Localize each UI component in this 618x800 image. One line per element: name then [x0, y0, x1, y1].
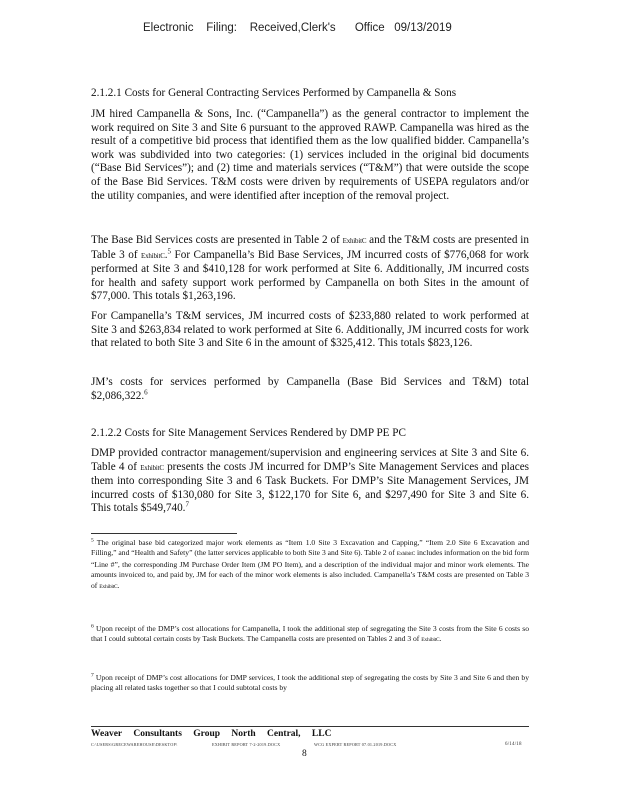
footnote-5: $^5$ The original base bid categorized major work elements as “Item 1.0 Site 3 Excavation and Capping,” “Item 2.0 Site 6 Excavation and Filling,” and “Health and Safety” (the latter services applicable to both Site 3 and Site 6). Table 2 of ExhibitC includes information on the bid form “Line #”, the corresponding JM Purchase Order Item (JM PO Item), and a description of the individual major and minor work elements. The amounts invoiced to, and paid by, JM for each of the minor work elements is also included. Campanella’s T&M costs are presented on Table 3 of ExhibitC. — [91, 537, 530, 590]
section-heading-dmp: 2.1.2.2 Costs for Site Management Services Rendered by DMP PE PC — [91, 427, 406, 439]
footnote-ref-7: 7 — [185, 500, 189, 509]
footnote-6: $^6$ Upon receipt of the DMP’s cost allocations for Campanella, I took the additional step of segregating the Site 3 costs from the Site 6 costs so that I could subtotal certain costs by Task Buckets. The Campanella costs are presented on Tables 2 and 3 of ExhibitC. — [91, 623, 529, 644]
text-segment: Upon receipt of the DMP’s cost allocations for Campanella, I took the additional step of segregating the Site 3 costs from the Site 6 costs so that I could subtotal certain costs by Task Buckets. The Campanella costs are presented on Tables 2 and 3 of — [91, 624, 529, 644]
paragraph-campanella-hire: JM hired Campanella & Sons, Inc. (“Campanella”) as the general contractor to implement the work required on Site 3 and Site 6 pursuant to the approved RAWP. Campanella was hired as the result of a competitive bid process that identified them as the low qualified bidder. Campanella’s work was subdivided into two categories: (1) services included in the original bid documents (“Base Bid Services”); and (2) time and materials services (“T&M”) that were outside the scope of the Base Bid Services. T&M costs were driven by requirements of USEPA regulators and/or the utility companies, and were identified after inception of the removal project. — [91, 108, 529, 202]
paragraph-dmp-costs — [91, 447, 529, 516]
text-segment: DMP provided contractor management/supervision and engineering services at Site 3 and Site 6. Table 4 of — [91, 447, 529, 473]
exhibit-reference: ExhibitC — [396, 551, 416, 558]
footnote-divider — [91, 533, 237, 534]
text-segment: The original base bid categorized major work elements as “Item 1.0 Site 3 Excavation and Capping,” “Item 2.0 Site 6 Excavation and Filling,” and “Health and Safety” (the latter services applicable to both Site 3 and Site 6). Table 2 of — [91, 538, 530, 558]
text-segment: Upon receipt of DMP’s cost allocations for DMP services, I took the additional step of segregating the costs by Site 3 and Site 6 and then by placing all related tasks together so that I could subtotal costs by — [91, 673, 529, 693]
exhibit-reference: ExhibitC — [342, 237, 367, 245]
footer-company: Weaver Consultants Group North Central, LLC — [91, 729, 332, 739]
exhibit-reference: ExhibitC — [421, 637, 440, 644]
footer-file-name-2: WCG EXPERT REPORT 07.01.2019.DOCX — [314, 742, 397, 747]
footnote-7 — [91, 673, 529, 694]
text-segment: and the T&M costs are presented in Table 3 of — [91, 234, 530, 261]
exhibit-reference: ExhibitC — [140, 463, 164, 472]
exhibit-reference: ExhibitC — [141, 251, 165, 260]
footnote-ref-6: 6 — [144, 387, 148, 396]
footnote-ref-5: 5 — [167, 246, 172, 255]
paragraph-base-bid-costs: The Base Bid Services costs are presented in Table 2 of ExhibitC and the T&M costs are presented in Table 3 of ExhibitC.$^5$ For Campanella’s Bid Base Services, JM incurred costs of $776,068 for work performed at Site 3 and $410,128 for work performed at Site 6. Additionally, JM incurred costs for health and safety support work performed by Campanella on both Sites in the amount of $77,000. This totals $1,263,196. — [91, 234, 530, 303]
footnote-number: 5 — [91, 537, 94, 544]
footnote-number: 6 — [91, 623, 94, 630]
electronic-filing-stamp: Electronic Filing: Received,Clerk's Office 09/13/2019 — [143, 22, 452, 34]
exhibit-reference: ExhibitC — [99, 583, 118, 590]
paragraph-campanella-total — [91, 376, 529, 403]
text-segment: includes information on the bid form “Line #”, the corresponding JM Purchase Order Item (JM PO Item), and a description of the individual major and minor work elements. The amounts invoiced to, and paid by, JM for each of the minor work elements is also included. Campanella’s T&M costs are presented on Table 3 of — [91, 548, 529, 590]
footer-date: 6/14/18 — [505, 742, 522, 747]
page-number: 8 — [302, 749, 307, 759]
text-segment: For Campanella’s Bid Base Services, JM incurred costs of $776,068 for work performed at Site 3 and $410,128 for work performed at Site 6. Additionally, JM incurred costs for health and safety support work performed by Campanella on both Sites in the amount of $77,000. This totals $1,263,196. — [91, 248, 529, 303]
footnote-number: 7 — [91, 672, 94, 679]
text-segment: presents the costs JM incurred for DMP’s Site Management Services and places them into corresponding Site 3 and 6 Task Buckets. For DMP’s Site Management Services, JM incurred costs of $130,080 for Site 3, $122,170 for Site 6, and $297,490 for Site 3 and Site 6. This totals $549,740. — [91, 460, 530, 515]
footer-file-path: C:\USERS\GRECEWAREHOUSE\DESKTOP\ — [91, 742, 178, 747]
section-heading-campanella: 2.1.2.1 Costs for General Contracting Services Performed by Campanella & Sons — [91, 87, 457, 99]
footer-divider — [91, 726, 529, 727]
text-segment: JM’s costs for services performed by Campanella (Base Bid Services and T&M) total $2,086,322. — [91, 376, 529, 402]
text-segment: The Base Bid Services costs are presented in Table 2 of — [91, 234, 340, 246]
footer-file-name: EXHIBIT REPORT 7-2-2019.DOCX — [212, 742, 281, 747]
paragraph-tm-costs: For Campanella’s T&M services, JM incurred costs of $233,880 related to work performed at Site 3 and $263,834 related to work performed at Site 6. Additionally, JM incurred costs for work that related to both Site 3 and Site 6 in the amount of $325,412. This totals $823,126. — [91, 310, 529, 350]
